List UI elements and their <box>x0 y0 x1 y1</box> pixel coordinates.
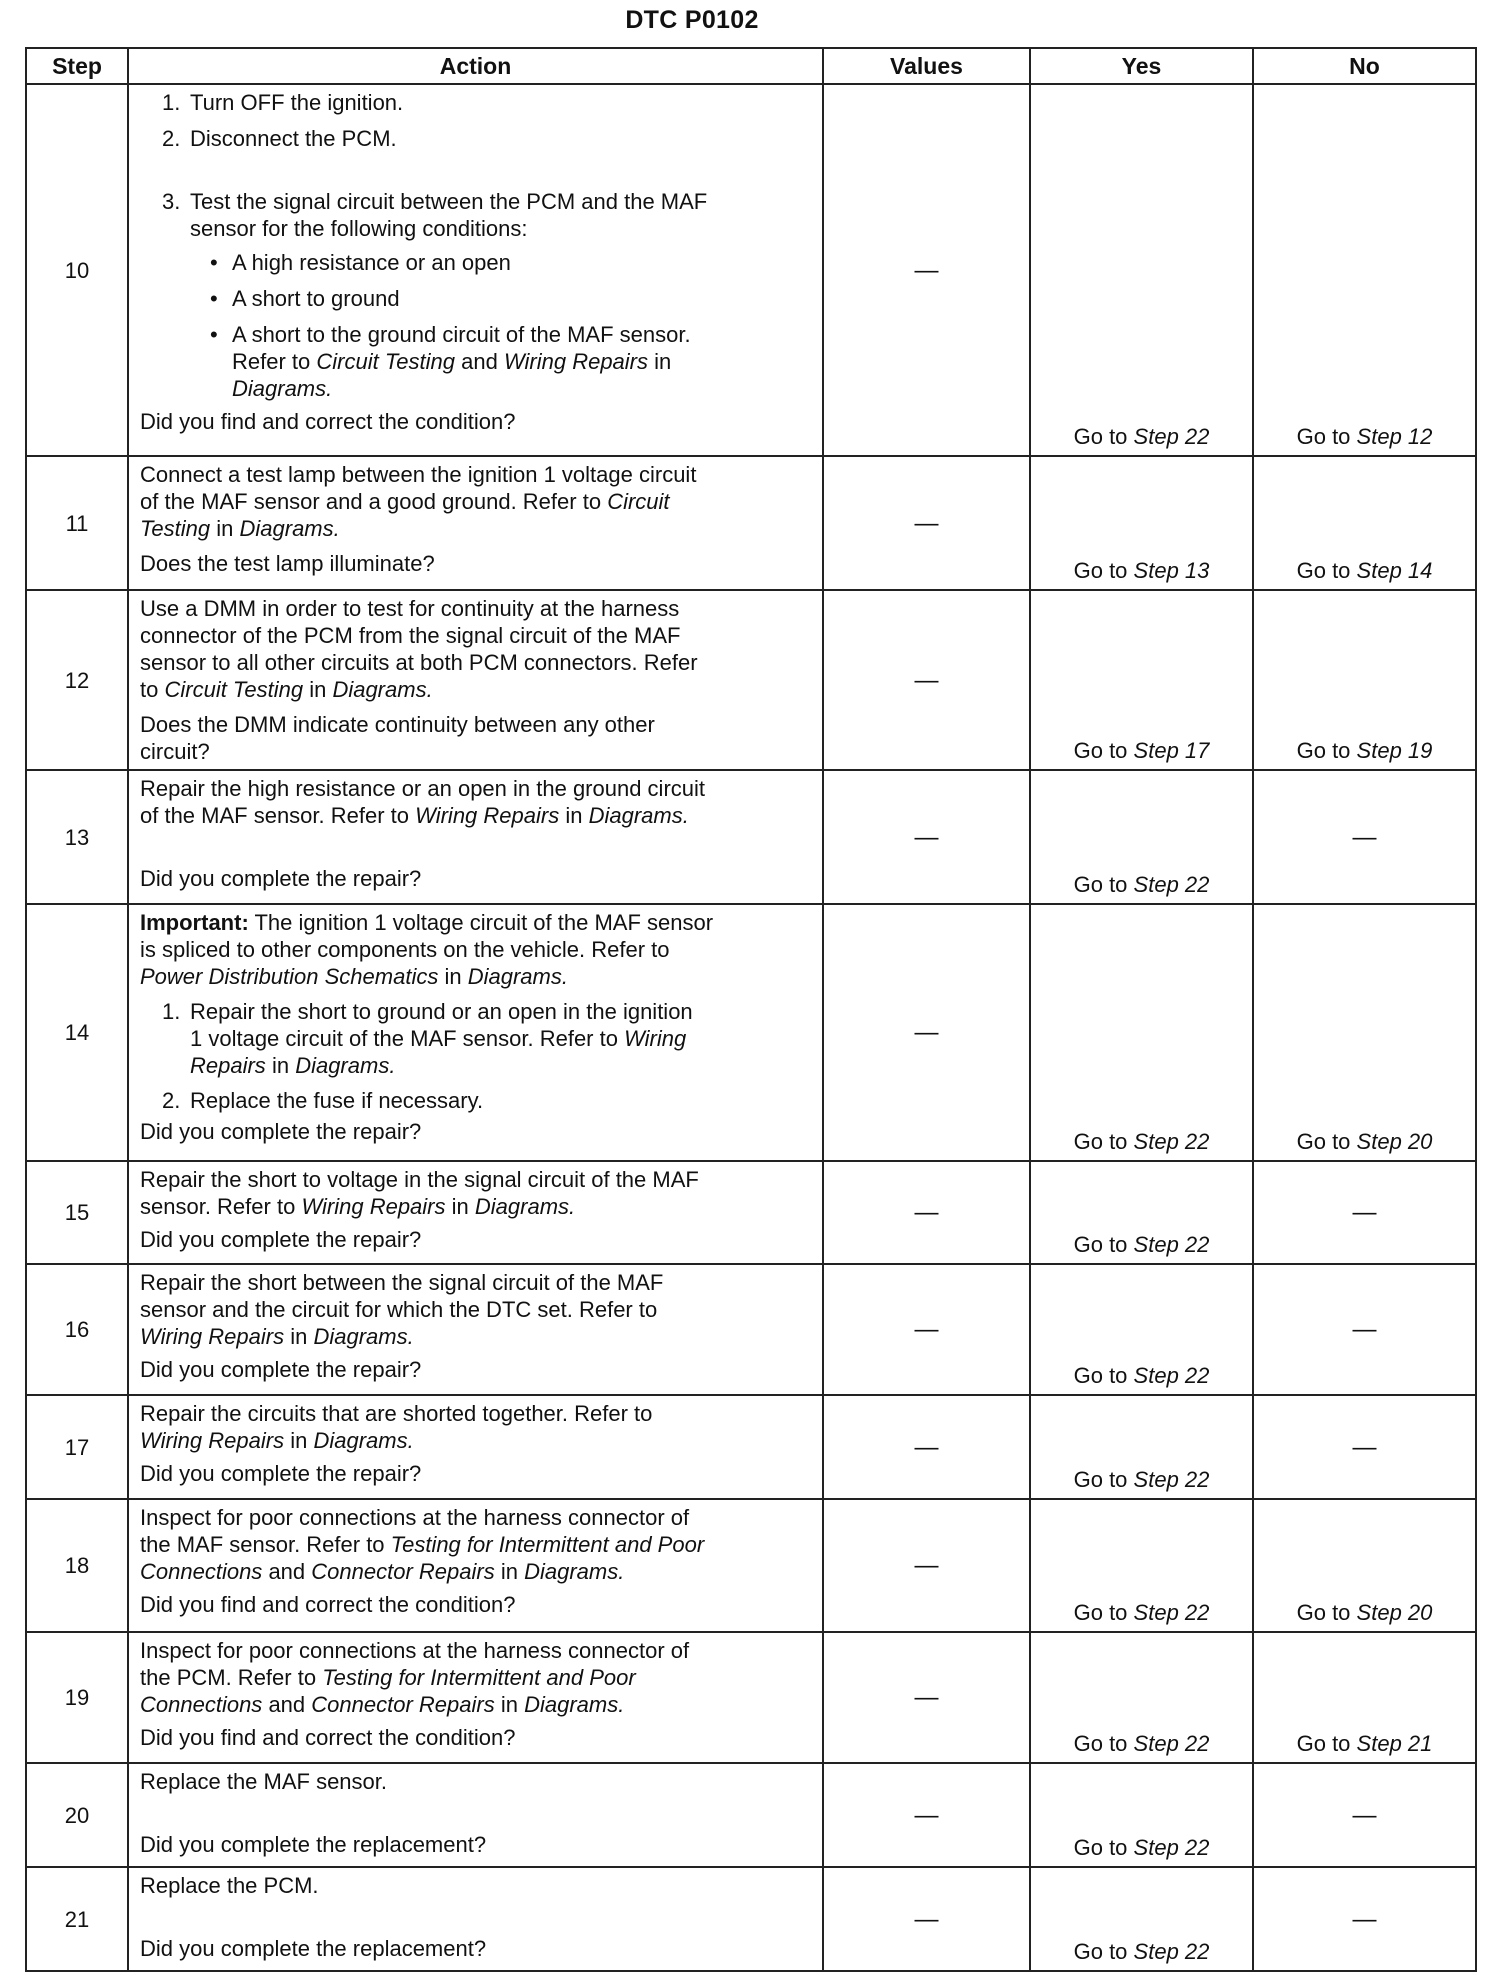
yes-cell: Go to Step 22 <box>1030 1161 1253 1264</box>
header-values: Values <box>823 48 1030 84</box>
action-cell: Inspect for poor connections at the harness connector of the MAF sensor. Refer to Testing for Intermittent and Poor Connections and Connector Repairs in Diagrams. Did you find and correct the condition? <box>128 1499 823 1632</box>
values-cell: — <box>823 456 1030 590</box>
yes-cell: Go to Step 22 <box>1030 1763 1253 1867</box>
action-cell: Connect a test lamp between the ignition 1 voltage circuit of the MAF sensor and a good ground. Refer to Circuit Testing in Diagrams. Does the test lamp illuminate? <box>128 456 823 590</box>
step-number: 12 <box>26 590 128 770</box>
step-number: 20 <box>26 1763 128 1867</box>
action-cell: Use a DMM in order to test for continuity at the harness connector of the PCM from the signal circuit of the MAF sensor to all other circuits at both PCM connectors. Refer to Circuit Testing in Diagrams. Does the DMM indicate continuity between any other circuit? <box>128 590 823 770</box>
table-row <box>26 1264 1476 1395</box>
step-number: 16 <box>26 1264 128 1395</box>
yes-cell: Go to Step 22 <box>1030 1499 1253 1632</box>
action-cell: Replace the PCM. Did you complete the replacement? <box>128 1867 823 1971</box>
no-cell: Go to Step 21 <box>1253 1632 1476 1763</box>
header-yes: Yes <box>1030 48 1253 84</box>
yes-cell: Go to Step 22 <box>1030 1395 1253 1499</box>
page-title: DTC P0102 <box>625 6 759 34</box>
action-cell: Repair the circuits that are shorted together. Refer to Wiring Repairs in Diagrams. Did you complete the repair? <box>128 1395 823 1499</box>
yes-cell: Go to Step 22 <box>1030 1867 1253 1971</box>
header-no: No <box>1253 48 1476 84</box>
yes-cell: Go to Step 22 <box>1030 1264 1253 1395</box>
no-cell: Go to Step 20 <box>1253 904 1476 1161</box>
no-cell: — <box>1253 1763 1476 1867</box>
header-step: Step <box>26 48 128 84</box>
yes-cell: Go to Step 22 <box>1030 1632 1253 1763</box>
table-row <box>26 1763 1476 1867</box>
no-cell: Go to Step 14 <box>1253 456 1476 590</box>
values-cell: — <box>823 84 1030 456</box>
table-row <box>26 904 1476 1161</box>
no-cell: — <box>1253 1161 1476 1264</box>
values-cell: — <box>823 1632 1030 1763</box>
yes-cell: Go to Step 13 <box>1030 456 1253 590</box>
action-cell: Repair the high resistance or an open in the ground circuit of the MAF sensor. Refer to Wiring Repairs in Diagrams. Did you complete the repair? <box>128 770 823 904</box>
no-cell: — <box>1253 1264 1476 1395</box>
table-row <box>26 1867 1476 1971</box>
action-cell: Repair the short between the signal circuit of the MAF sensor and the circuit for which the DTC set. Refer to Wiring Repairs in Diagrams. Did you complete the repair? <box>128 1264 823 1395</box>
no-cell: Go to Step 12 <box>1253 84 1476 456</box>
values-cell: — <box>823 1161 1030 1264</box>
values-cell: — <box>823 1264 1030 1395</box>
values-cell: — <box>823 590 1030 770</box>
step-number: 17 <box>26 1395 128 1499</box>
diagnostic-table <box>25 47 1477 1972</box>
values-cell: — <box>823 1499 1030 1632</box>
yes-cell: Go to Step 22 <box>1030 770 1253 904</box>
table-row <box>26 770 1476 904</box>
values-cell: — <box>823 1395 1030 1499</box>
step-number: 21 <box>26 1867 128 1971</box>
values-cell: — <box>823 1763 1030 1867</box>
no-cell: — <box>1253 770 1476 904</box>
step-number: 19 <box>26 1632 128 1763</box>
values-cell: — <box>823 904 1030 1161</box>
no-cell: — <box>1253 1395 1476 1499</box>
step-number: 10 <box>26 84 128 456</box>
table-row <box>26 1499 1476 1632</box>
table-row <box>26 456 1476 590</box>
yes-cell: Go to Step 17 <box>1030 590 1253 770</box>
yes-cell: Go to Step 22 <box>1030 84 1253 456</box>
values-cell: — <box>823 1867 1030 1971</box>
no-cell: Go to Step 19 <box>1253 590 1476 770</box>
table-row <box>26 84 1476 456</box>
header-action: Action <box>128 48 823 84</box>
step-number: 18 <box>26 1499 128 1632</box>
table-row <box>26 1161 1476 1264</box>
step-number: 15 <box>26 1161 128 1264</box>
step-number: 11 <box>26 456 128 590</box>
table-row <box>26 1632 1476 1763</box>
values-cell: — <box>823 770 1030 904</box>
table-row <box>26 590 1476 770</box>
action-cell: Inspect for poor connections at the harness connector of the PCM. Refer to Testing for Intermittent and Poor Connections and Connector Repairs in Diagrams. Did you find and correct the condition? <box>128 1632 823 1763</box>
step-number: 13 <box>26 770 128 904</box>
action-cell: 1. Turn OFF the ignition. 2. Disconnect the PCM. 3. Test the signal circuit between the PCM and the MAF sensor for the following conditions: • A high resistance or an open • A short to ground • A short to the ground circuit of the MAF sensor. Refer to Circuit Testing and Wiring Repairs in Diagrams. Did you find and correct the condition? <box>128 84 823 456</box>
no-cell: Go to Step 20 <box>1253 1499 1476 1632</box>
header-row <box>26 48 1476 84</box>
action-cell: Replace the MAF sensor. Did you complete the replacement? <box>128 1763 823 1867</box>
table-row <box>26 1395 1476 1499</box>
action-cell: Repair the short to voltage in the signal circuit of the MAF sensor. Refer to Wiring Repairs in Diagrams. Did you complete the repair? <box>128 1161 823 1264</box>
action-cell: Important: The ignition 1 voltage circuit of the MAF sensor is spliced to other components on the vehicle. Refer to Power Distribution Schematics in Diagrams. 1. Repair the short to ground or an open in the ignition 1 voltage circuit of the MAF sensor. Refer to Wiring Repairs in Diagrams. 2. Replace the fuse if necessary. Did you complete the repair? <box>128 904 823 1161</box>
no-cell: — <box>1253 1867 1476 1971</box>
yes-cell: Go to Step 22 <box>1030 904 1253 1161</box>
step-number: 14 <box>26 904 128 1161</box>
